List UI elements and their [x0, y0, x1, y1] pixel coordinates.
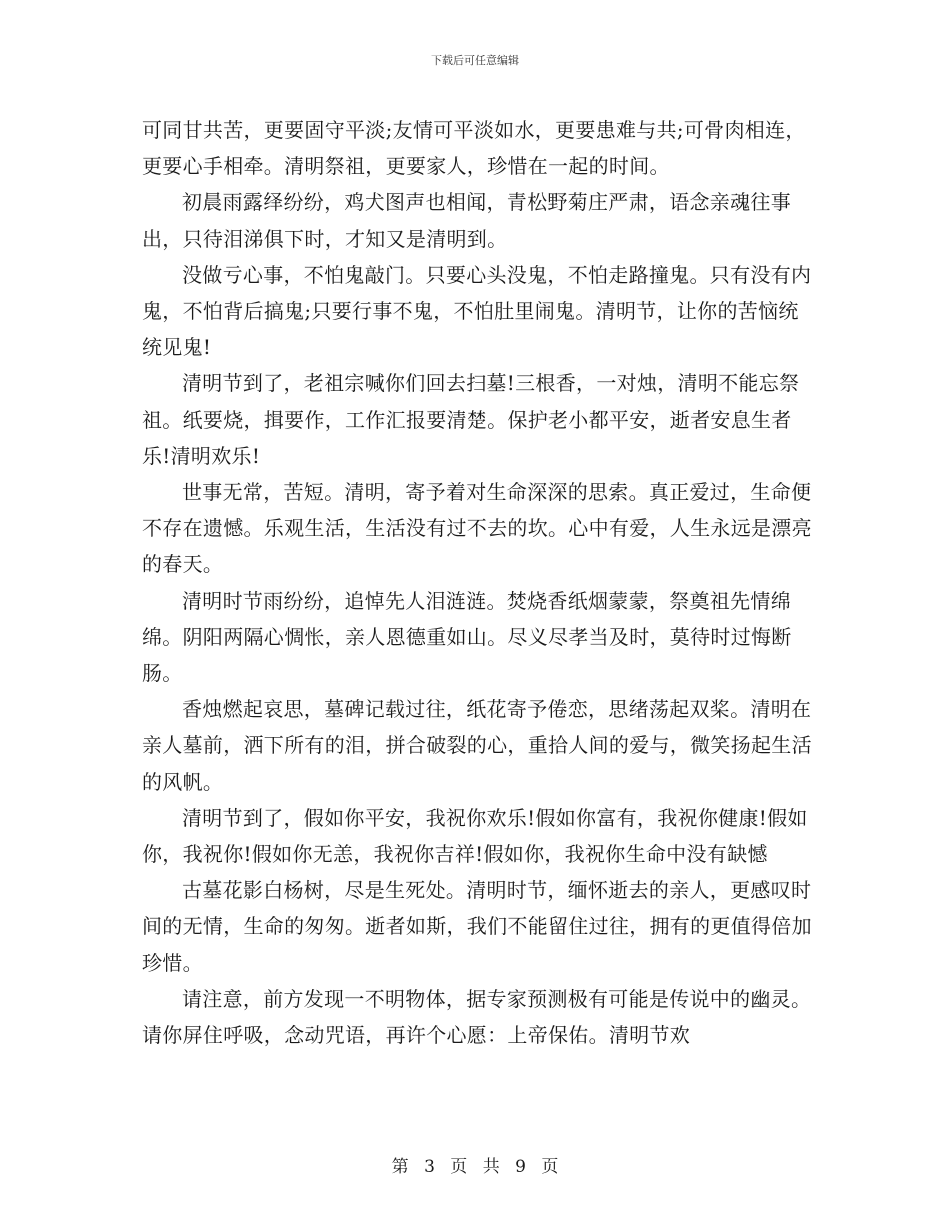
footer-page-word: 页: [450, 1157, 468, 1177]
footer-prefix: 第: [391, 1157, 409, 1177]
paragraph-6: 清明时节雨纷纷，追悼先人泪涟涟。焚烧香纸烟蒙蒙，祭奠祖先情绵绵。阴阳两隔心惆怅，亲人恩德重如山。尽义尽孝当及时，莫待时过悔断肠。: [142, 588, 792, 686]
page-header: 下载后可任意编辑: [431, 54, 519, 67]
footer-total-word: 共: [482, 1157, 500, 1177]
paragraph-1: 可同甘共苦，更要固守平淡;友情可平淡如水，更要患难与共;可骨肉相连，更要心手相牵。清明祭祖，更要家人，珍惜在一起的时间。: [142, 118, 806, 179]
document-body: [142, 112, 812, 1053]
paragraph-8: 清明节到了，假如你平安，我祝你欢乐!假如你富有，我祝你健康!假如你，我祝你!假如你无恙，我祝你吉祥!假如你，我祝你生命中没有缺憾: [142, 805, 808, 867]
total-page-count: 9: [515, 1157, 526, 1177]
page-footer: [0, 1156, 950, 1178]
paragraph-9: 古墓花影白杨树，尽是生死处。清明时节，缅怀逝去的亲人，更感叹时间的无情，生命的匆匆。逝者如斯，我们不能留住过往，拥有的更值得倍加珍惜。: [142, 878, 812, 975]
paragraph-10: 请注意，前方发现一不明物体，据专家预测极有可能是传说中的幽灵。请你屏住呼吸，念动咒语，再许个心愿：上帝保佑。清明节欢: [142, 986, 812, 1048]
paragraph-7: 香烛燃起哀思，墓碑记载过往，纸花寄予倦恋，思绪荡起双桨。清明在亲人墓前，洒下所有的泪，拼合破裂的心，重拾人间的爱与，微笑扬起生活的风帆。: [142, 697, 812, 794]
current-page-number: 3: [424, 1157, 435, 1177]
paragraph-4: 清明节到了，老祖宗喊你们回去扫墓!三根香，一对烛，清明不能忘祭祖。纸要烧，揖要作，工作汇报要清楚。保护老小都平安，逝者安息生者乐!清明欢乐!: [142, 371, 800, 468]
paragraph-2: 初晨雨露绎纷纷，鸡犬图声也相闻，青松野菊庄严肃，语念亲魂往事出，只待泪涕俱下时，才知又是清明到。: [142, 190, 791, 251]
footer-suffix: 页: [541, 1157, 559, 1177]
paragraph-3: 没做亏心事，不怕鬼敲门。只要心头没鬼，不怕走路撞鬼。只有没有内鬼，不怕背后搞鬼;只要行事不鬼，不怕肚里闹鬼。清明节，让你的苦恼统统见鬼!: [142, 262, 812, 360]
paragraph-5: 世事无常，苦短。清明，寄予着对生命深深的思索。真正爱过，生命便不存在遗憾。乐观生活，生活没有过不去的坎。心中有爱，人生永远是漂亮的春天。: [142, 480, 812, 577]
